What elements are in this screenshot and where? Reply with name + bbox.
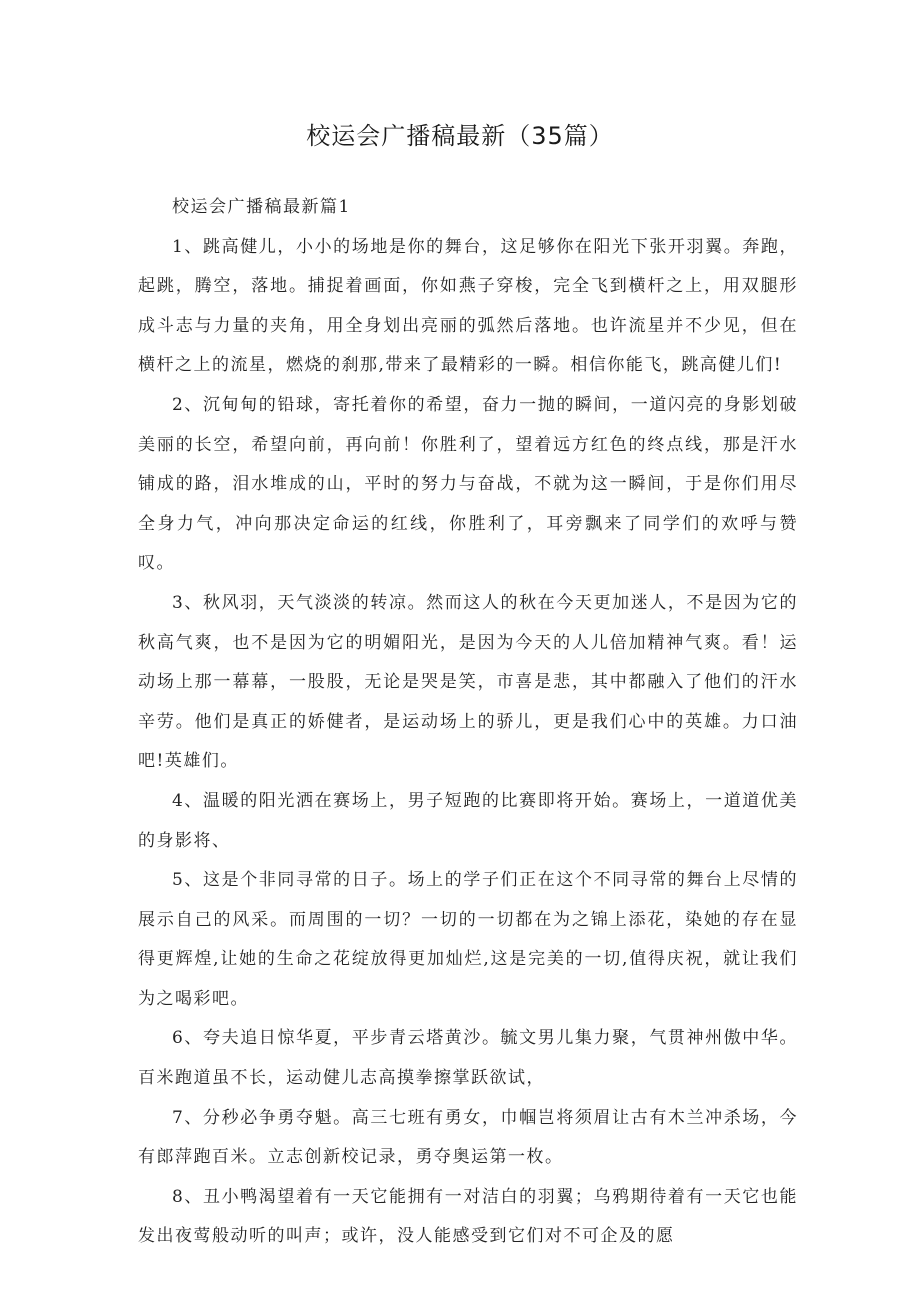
paragraph-2: 2、沉甸甸的铅球，寄托着你的希望，奋力一抛的瞬间，一道闪亮的身影划破美丽的长空，希望向前，再向前！你胜利了，望着远方红色的终点线，那是汗水铺成的路，泪水堆成的山，平时的努力与奋战，不就为这一瞬间，于是你们用尽全身力气，冲向那决定命运的红线，你胜利了，耳旁飘来了同学们的欢呼与赞叹。 [138, 394, 798, 574]
document-title: 校运会广播稿最新（35篇） [306, 122, 614, 150]
paragraph-5: 5、这是个非同寻常的日子。场上的学子们正在这个不同寻常的舞台上尽情的展示自己的风采。而周围的一切？一切的一切都在为之锦上添花，染她的存在显得更辉煌,让她的生命之花绽放得更加灿烂,这是完美的一切,值得庆祝，就让我们为之喝彩吧。 [138, 870, 798, 1009]
paragraph-1: 1、跳高健儿，小小的场地是你的舞台，这足够你在阳光下张开羽翼。奔跑，起跳，腾空，落地。捕捉着画面，你如燕子穿梭，完全飞到横杆之上，用双腿形成斗志与力量的夹角，用全身划出亮丽的弧然后落地。也许流星并不少见，但在横杆之上的流星，燃烧的刹那,带来了最精彩的一瞬。相信你能飞，跳高健儿们! [138, 236, 798, 376]
paragraph-8: 8、丑小鸭渴望着有一天它能拥有一对洁白的羽翼；乌鸦期待着有一天它也能发出夜莺般动听的叫声；或许，没人能感受到它们对不可企及的愿 [138, 1186, 798, 1247]
paragraph-4: 4、温暖的阳光洒在赛场上，男子短跑的比赛即将开始。赛场上，一道道优美的身影将、 [138, 790, 798, 851]
paragraph-7: 7、分秒必争勇夺魁。高三七班有勇女，巾帼岂将须眉让古有木兰冲杀场，今有郎萍跑百米。立志创新校记录，勇夺奥运第一枚。 [138, 1107, 798, 1168]
document-body [138, 188, 798, 1257]
paragraph-6: 6、夸夫追日惊华夏，平步青云塔黄沙。毓文男儿集力聚，气贯神州傲中华。百米跑道虽不长，运动健儿志高摸拳擦掌跃欲试， [138, 1028, 798, 1089]
section-heading: 校运会广播稿最新篇1 [172, 197, 351, 217]
paragraph-3: 3、秋风羽，天气淡淡的转凉。然而这人的秋在今天更加迷人，不是因为它的秋高气爽，也不是因为它的明媚阳光，是因为今天的人儿倍加精神气爽。看！运动场上那一幕幕，一股股，无论是哭是笑，市喜是悲，其中都融入了他们的汗水辛劳。他们是真正的娇健者，是运动场上的骄儿，更是我们心中的英雄。力口油吧!英雄们。 [138, 592, 798, 772]
